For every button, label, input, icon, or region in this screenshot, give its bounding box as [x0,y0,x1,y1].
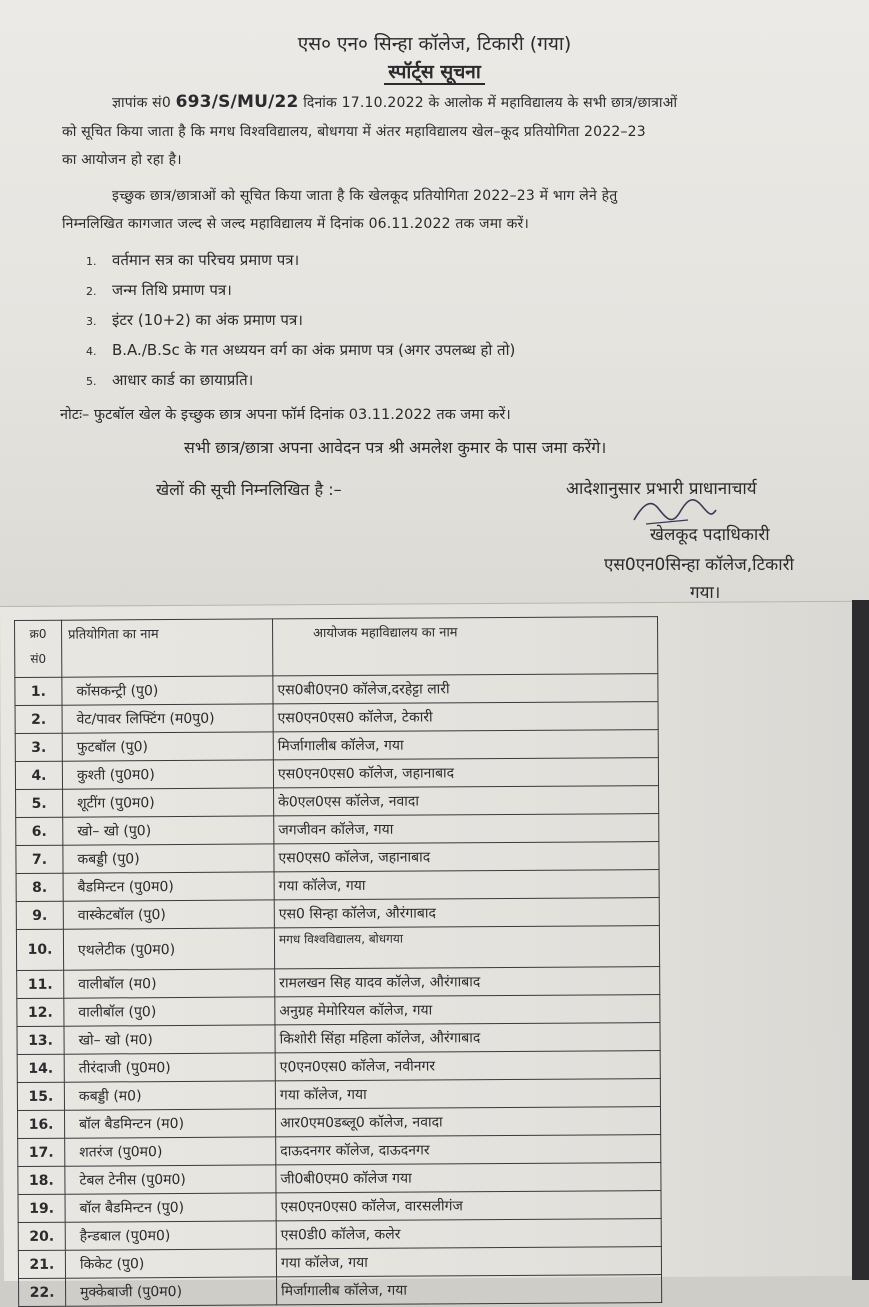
row-organizer: किशोरी सिंहा महिला कॉलेज, औरंगाबाद [275,1023,660,1053]
row-game: कबड्डी (पु0) [63,844,274,873]
row-serial: 6. [16,817,63,845]
row-serial: 18. [18,1166,65,1194]
ref-prefix: ज्ञापांक सं0 [112,95,171,111]
signatory-officer: खेलकूद पदाधिकारी [650,525,770,545]
table-row [16,926,659,971]
row-game: मुक्केबाजी (पु0म0) [66,1277,277,1306]
row-serial: 12. [17,998,64,1026]
header-game: प्रतियोगिता का नाम [62,619,273,677]
table-row [15,674,658,706]
row-game: टेबल टेनीस (पु0म0) [65,1165,276,1194]
row-organizer: एस0एन0एस0 कॉलेज, जहानाबाद [273,758,658,788]
document-item-text: B.A./B.Sc के गत अध्ययन वर्ग का अंक प्रमाण पत्र (अगर उपलब्ध हो तो) [112,341,516,359]
row-organizer: एस0डी0 कॉलेज, कलेर [276,1219,661,1249]
document-item-number: 4. [86,345,97,358]
row-game: खो– खो (पु0) [63,816,274,845]
table-row [17,1051,660,1083]
row-organizer: अनुग्रह मेमोरियल कॉलेज, गया [275,995,660,1025]
row-game: बॉल बैडमिन्टन (म0) [64,1109,275,1138]
document-item-text: आधार कार्ड का छायाप्रति। [112,371,254,389]
intro-line-1-rest: दिनांक 17.10.2022 के आलोक में महाविद्यालय के सभी छात्र/छात्राओं [303,95,678,111]
document-item-text: जन्म तिथि प्रमाण पत्र। [112,281,232,299]
row-game: कॉसकन्ट्री (पु0) [62,676,273,705]
row-serial: 15. [17,1082,64,1110]
signatory-college: एस0एन0सिन्हा कॉलेज,टिकारी [604,555,794,575]
row-organizer: एस0एन0एस0 कॉलेज, टेकारी [273,702,658,732]
row-serial: 4. [15,761,62,789]
row-organizer: गया कॉलेज, गया [275,1079,660,1109]
row-organizer: मिर्जागालीब कॉलेज, गया [273,730,658,760]
row-game: किकेट (पु0) [65,1249,276,1278]
table-header-row [15,617,658,678]
row-organizer: एस0बी0एन0 कॉलेज,दरहेट्टा लारी [273,674,658,704]
signatory-place: गया। [690,583,721,603]
table-row [19,1275,662,1307]
row-serial: 8. [16,873,63,901]
table-row [17,1023,660,1055]
intro-line-2: को सूचित किया जाता है कि मगध विश्वविद्यालय, बोधगया में अंतर महाविद्यालय खेल–कूद प्रतियोगिता 2022–23 [62,124,646,140]
table-row [15,730,658,762]
row-serial: 14. [17,1054,64,1082]
row-game: बॉल बैडमिन्टन (पु0) [65,1193,276,1222]
row-serial: 9. [16,901,63,929]
document-item-text: वर्तमान सत्र का परिचय प्रमाण पत्र। [112,251,300,269]
header-serial-line1: क्र0 [29,626,47,641]
background-edge [852,600,869,1280]
row-game: वालीबॉल (पु0) [64,997,275,1026]
row-organizer: गया कॉलेज, गया [274,870,659,900]
table-row [17,967,660,999]
row-organizer: जी0बी0एम0 कॉलेज गया [276,1163,661,1193]
row-game: वेट/पावर लिफ्टिंग (म0पु0) [62,704,273,733]
row-organizer: जगजीवन कॉलेज, गया [274,814,659,844]
row-serial: 11. [17,970,64,998]
games-list-heading: खेलों की सूची निम्नलिखित है :– [156,480,342,499]
table-row [16,898,659,930]
row-game: कबड्डी (म0) [64,1081,275,1110]
table-row [18,1191,661,1223]
row-organizer: आर0एम0डब्लू0 कॉलेज, नवादा [275,1107,660,1137]
row-serial: 17. [18,1138,65,1166]
document-item-5 [86,370,253,390]
row-organizer: ए0एन0एस0 कॉलेज, नवीनगर [275,1051,660,1081]
document-item-number: 1. [86,255,97,268]
table-row [16,786,659,818]
document-item-3 [86,310,303,330]
table-row [15,702,658,734]
reference-number: 693/S/MU/22 [175,92,299,112]
table-row [16,842,659,874]
intro-line-3: का आयोजन हो रहा है। [62,152,182,168]
table-row [17,1079,660,1111]
row-serial: 16. [17,1110,64,1138]
row-organizer: एस0 सिन्हा कॉलेज, औरंगाबाद [274,898,659,928]
row-organizer: के0एल0एस कॉलेज, नवादा [274,786,659,816]
signatory-order: आदेशानुसार प्रभारी प्राधानाचार्य [566,479,757,499]
row-serial: 5. [16,789,63,817]
table-row [18,1219,661,1251]
row-serial: 22. [19,1278,66,1306]
row-game: शूटींग (पु0म0) [63,788,274,817]
row-serial: 2. [15,705,62,733]
games-table [14,616,634,1307]
row-organizer: दाऊदनगर कॉलेज, दाऊदनगर [276,1135,661,1165]
table-row [18,1247,661,1279]
document-item-text: इंटर (10+2) का अंक प्रमाण पत्र। [112,311,303,329]
notice-title-text: स्पॉर्ट्स सूचना [384,61,485,85]
row-organizer: रामलखन सिह यादव कॉलेज, औरंगाबाद [275,967,660,997]
row-game: बैडमिन्टन (पु0म0) [63,872,274,901]
document-item-2 [86,280,232,300]
row-game: कुश्ती (पु0म0) [62,760,273,789]
row-serial: 10. [16,929,63,970]
document-item-4 [86,340,515,360]
football-note: नोटः– फुटबॉल खेल के इच्छुक छात्र अपना फॉर्म दिनांक 03.11.2022 तक जमा करें। [60,407,511,423]
notice-title [0,58,869,84]
table-row [17,1107,660,1139]
row-game: वालीबॉल (म0) [64,969,275,998]
row-game: शतरंज (पु0म0) [65,1137,276,1166]
table-row [18,1163,661,1195]
header-organizer: आयोजक महाविद्यालय का नाम [272,617,657,676]
document-item-number: 2. [86,285,97,298]
row-game: खो– खो (म0) [64,1025,275,1054]
table-row [16,814,659,846]
row-serial: 20. [18,1222,65,1250]
intro-line-1 [112,92,677,112]
row-game: फुटबॉल (पु0) [62,732,273,761]
notice-sheet [0,0,869,606]
row-serial: 1. [15,677,62,705]
row-game: वास्केटबॉल (पु0) [63,900,274,929]
table-row [18,1135,661,1167]
instruction-line-1: इच्छुक छात्र/छात्राओं को सूचित किया जाता है कि खेलकूद प्रतियोगिता 2022–23 में भाग लेने हेतु [112,188,618,204]
row-game: एथलेटीक (पु0म0) [63,928,274,970]
header-serial [15,620,62,677]
table-row [16,870,659,902]
submission-line: सभी छात्र/छात्रा अपना आवेदन पत्र श्री अमलेश कुमार के पास जमा करेंगे। [184,438,607,457]
row-organizer: मगध विश्वविद्यालय, बोधगया [274,926,659,969]
college-heading: एस० एन० सिन्हा कॉलेज, टिकारी (गया) [297,33,572,55]
row-serial: 3. [15,733,62,761]
document-item-1 [86,250,299,270]
row-serial: 21. [18,1250,65,1278]
row-organizer: एस0एस0 कॉलेज, जहानाबाद [274,842,659,872]
row-serial: 19. [18,1194,65,1222]
row-organizer: एस0एन0एस0 कॉलेज, वारसलीगंज [276,1191,661,1221]
row-game: हैन्डबाल (पु0म0) [65,1221,276,1250]
row-organizer: मिर्जागालीब कॉलेज, गया [277,1275,662,1305]
row-game: तीरंदाजी (पु0म0) [64,1053,275,1082]
header-serial-line2: सं0 [30,651,47,666]
row-organizer: गया कॉलेज, गया [276,1247,661,1277]
instruction-line-2: निम्नलिखित कागजात जल्द से जल्द महाविद्यालय में दिनांक 06.11.2022 तक जमा करें। [62,216,529,232]
row-serial: 13. [17,1026,64,1054]
row-serial: 7. [16,845,63,873]
table-row [15,758,658,790]
table-row [17,995,660,1027]
document-item-number: 3. [86,315,97,328]
document-item-number: 5. [86,375,97,388]
